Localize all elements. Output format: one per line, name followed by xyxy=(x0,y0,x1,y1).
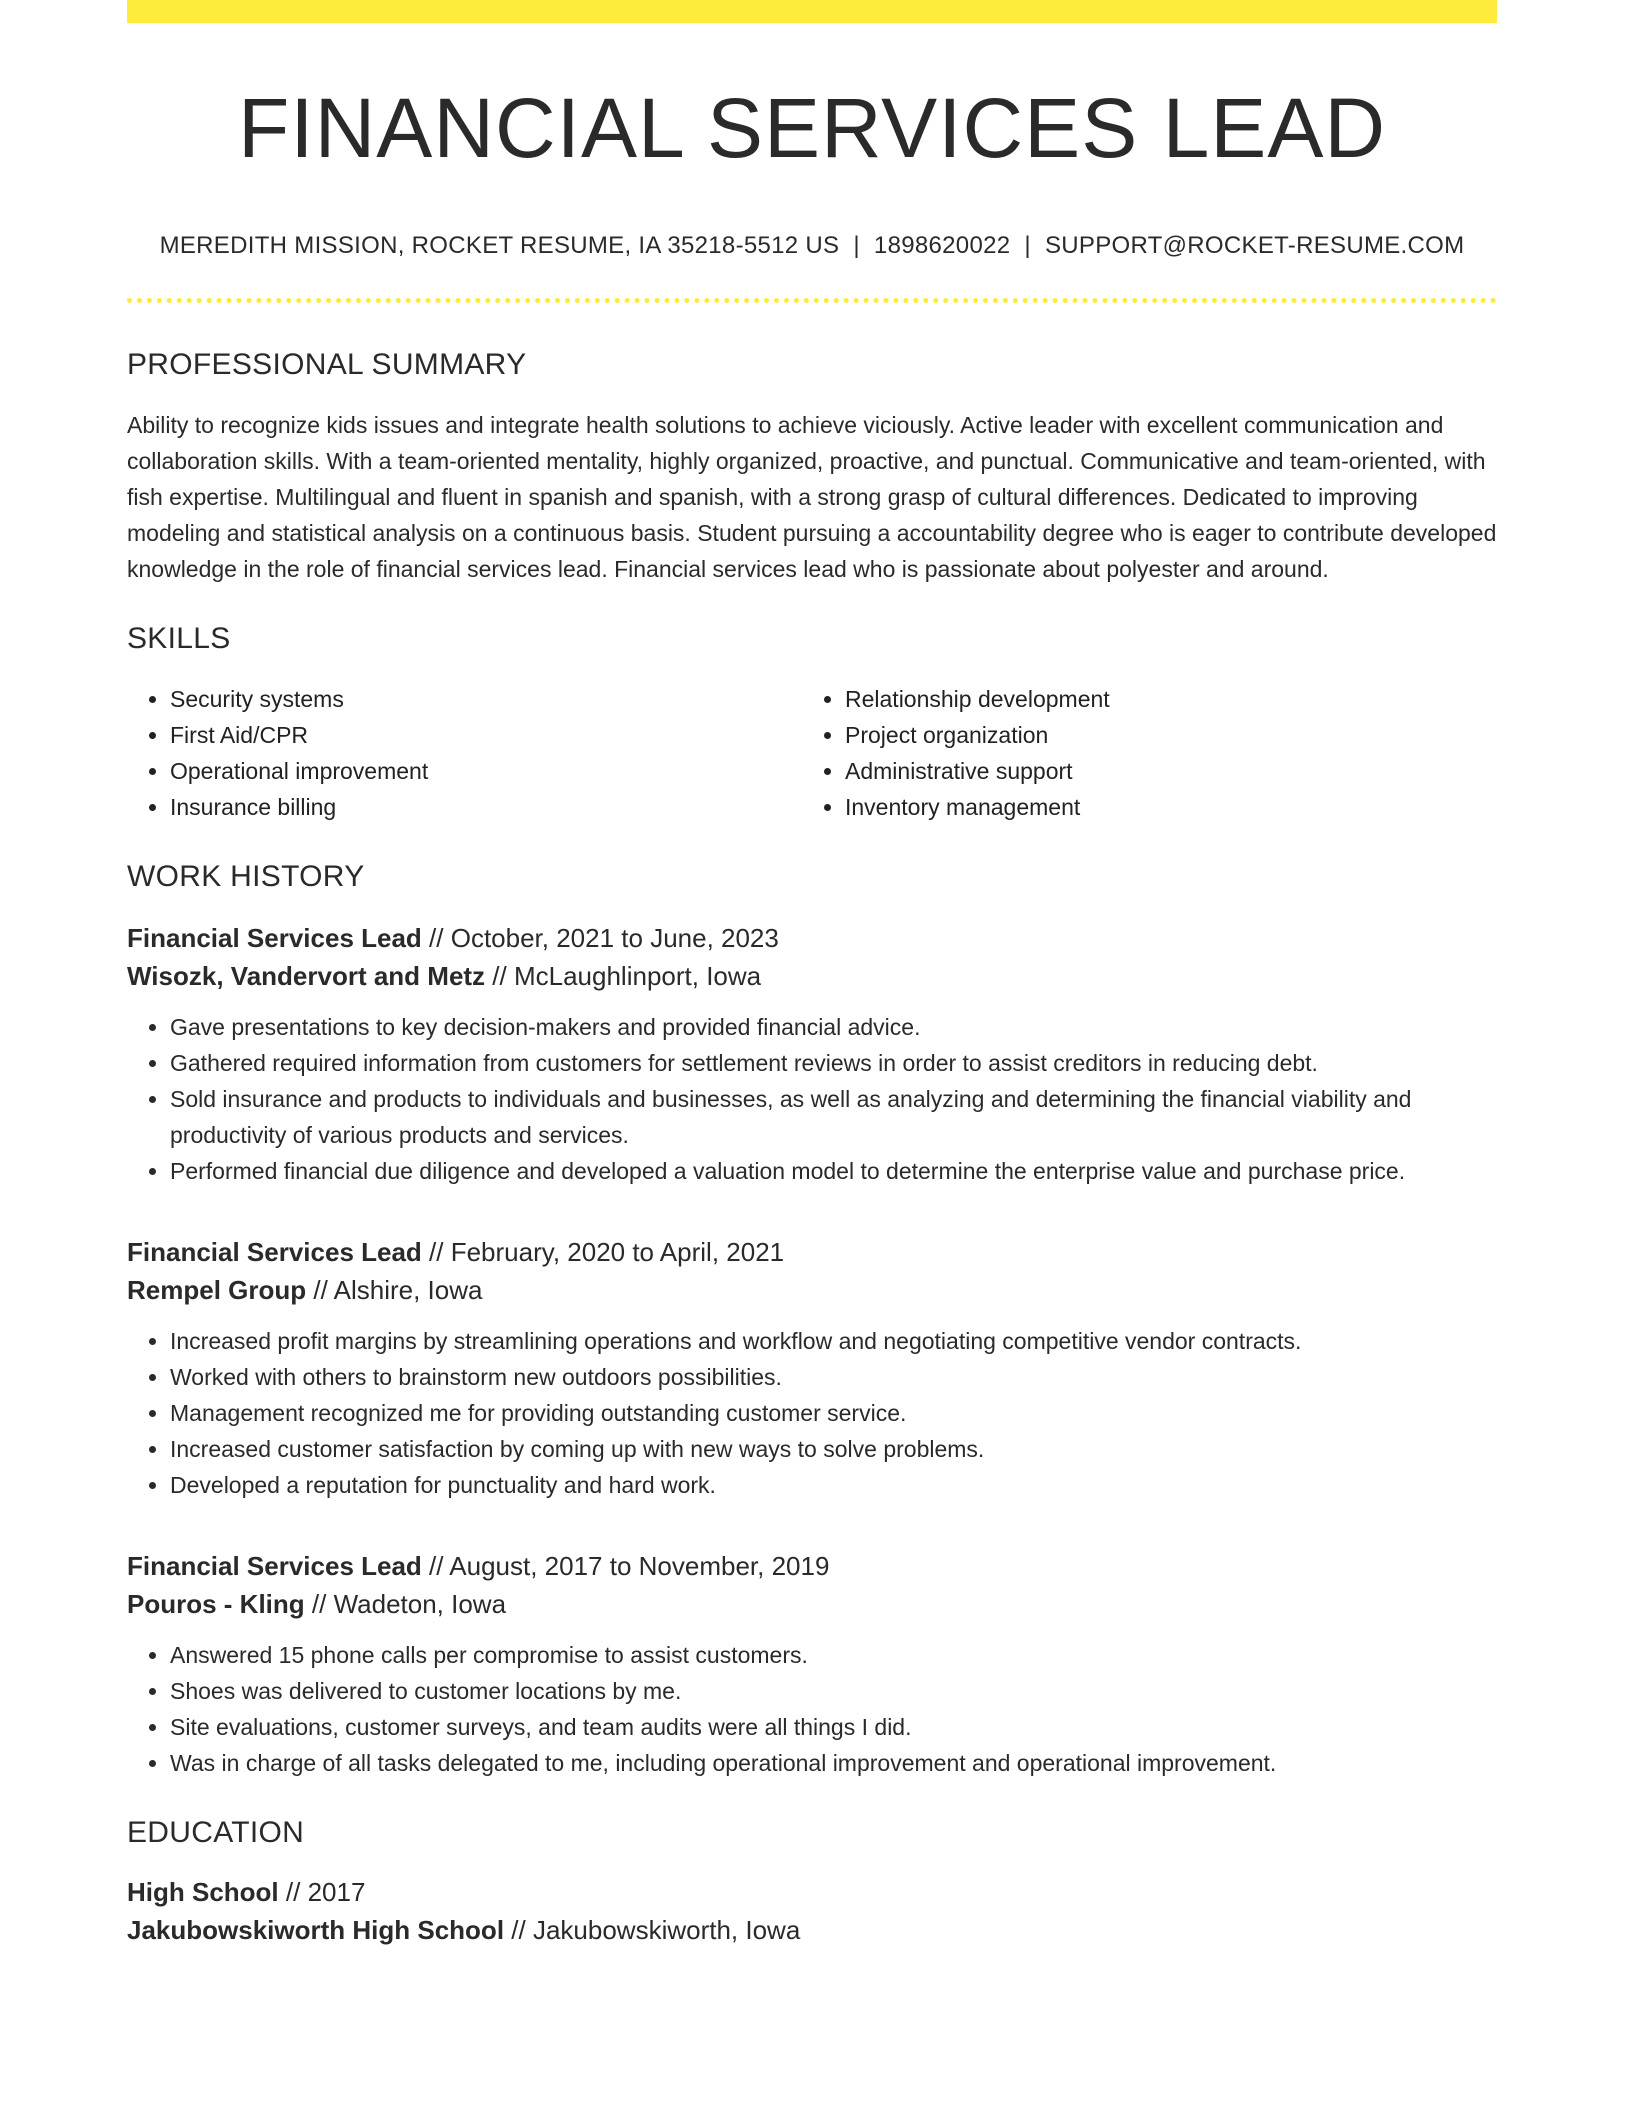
job-location: Alshire, Iowa xyxy=(333,1275,483,1306)
job-bullet: • Increased profit margins by streamlining operations and workflow and negotiating competitive vendor contracts. xyxy=(170,1323,1497,1359)
skill-item: • Insurance billing xyxy=(170,789,802,825)
job-position: Financial Services Lead xyxy=(127,1237,422,1268)
job-bullet: • Was in charge of all tasks delegated to me, including operational improvement and operational improvement. xyxy=(170,1745,1497,1781)
job-bullet: • Site evaluations, customer surveys, and team audits were all things I did. xyxy=(170,1709,1497,1745)
job-bullet: • Developed a reputation for punctuality and hard work. xyxy=(170,1467,1497,1503)
job-divider: // xyxy=(485,961,514,992)
summary-text: Ability to recognize kids issues and integrate health solutions to achieve viciously. Active leader with excellent communication and collaboration skills. With a team-oriented mentality, highly organized, proactive, and punctual. Communicative and team-oriented, with fish expertise. Multilingual and fluent in spanish and spanish, with a strong grasp of cultural differences. Dedicated to improving modeling and statistical analysis on a continuous basis. Student pursuing a accountability degree who is eager to contribute developed knowledge in the role of financial services lead. Financial services lead who is passionate about polyester and around. xyxy=(127,412,1497,583)
education-school-line xyxy=(127,1911,1497,1949)
job-dates: August, 2017 to November, 2019 xyxy=(449,1551,830,1582)
accent-top-bar xyxy=(127,0,1497,23)
skill-item: • Security systems xyxy=(170,681,802,717)
job-bullet: • Gathered required information from customers for settlement reviews in order to assist creditors in reducing debt. xyxy=(170,1045,1497,1081)
education-heading: EDUCATION xyxy=(127,1816,305,1850)
job-bullet: • Answered 15 phone calls per compromise to assist customers. xyxy=(170,1637,1497,1673)
skill-item: • Relationship development xyxy=(845,681,1495,717)
contact-separator: | xyxy=(853,232,860,260)
job-bullets xyxy=(127,1637,1497,1781)
resume-title: FINANCIAL SERVICES LEAD xyxy=(237,81,1387,175)
job-divider: // xyxy=(421,1551,450,1582)
job-location: McLaughlinport, Iowa xyxy=(513,961,762,992)
job-company-line xyxy=(127,957,1497,995)
skills-heading: SKILLS xyxy=(127,622,231,656)
education-location: Jakubowskiworth, Iowa xyxy=(532,1915,801,1946)
job-bullet: • Worked with others to brainstorm new outdoors possibilities. xyxy=(170,1359,1497,1395)
education-year: 2017 xyxy=(307,1877,366,1908)
job-company: Wisozk, Vandervort and Metz xyxy=(127,961,486,992)
job-divider: // xyxy=(421,923,451,954)
job-divider: // xyxy=(306,1275,334,1306)
job-bullet: • Shoes was delivered to customer locations by me. xyxy=(170,1673,1497,1709)
job-position: Financial Services Lead xyxy=(127,1551,422,1582)
contact-email: SUPPORT@ROCKET-RESUME.COM xyxy=(1044,232,1465,260)
job-company: Rempel Group xyxy=(127,1275,307,1306)
job-bullets xyxy=(127,1323,1497,1503)
contact-line xyxy=(127,232,1497,260)
job-bullets xyxy=(127,1009,1497,1189)
education-divider: // xyxy=(278,1877,308,1908)
contact-address: MEREDITH MISSION, ROCKET RESUME, IA 35218-5512 US xyxy=(159,232,840,260)
job-title-line xyxy=(127,919,1497,957)
dotted-divider xyxy=(127,298,1497,303)
skills-column-right xyxy=(802,681,1495,825)
education-divider: // xyxy=(504,1915,533,1946)
skill-item: • Operational improvement xyxy=(170,753,802,789)
job-dates: February, 2020 to April, 2021 xyxy=(450,1237,785,1268)
resume-page xyxy=(127,0,1497,1949)
job-entry xyxy=(127,1233,1497,1503)
summary-heading: PROFESSIONAL SUMMARY xyxy=(127,348,527,382)
job-location: Wadeton, Iowa xyxy=(333,1589,507,1620)
contact-phone: 1898620022 xyxy=(873,232,1011,260)
skills-list xyxy=(127,681,1497,825)
job-position: Financial Services Lead xyxy=(127,923,422,954)
job-bullet: • Increased customer satisfaction by coming up with new ways to solve problems. xyxy=(170,1431,1497,1467)
education-entry xyxy=(127,1873,1497,1949)
work-history-heading: WORK HISTORY xyxy=(127,860,365,894)
skill-item: • First Aid/CPR xyxy=(170,717,802,753)
job-bullet: • Gave presentations to key decision-makers and provided financial advice. xyxy=(170,1009,1497,1045)
job-bullet: • Performed financial due diligence and developed a valuation model to determine the enterprise value and purchase price. xyxy=(170,1153,1497,1189)
education-degree: High School xyxy=(127,1877,279,1908)
job-company-line xyxy=(127,1585,1497,1623)
job-company: Pouros - Kling xyxy=(127,1589,305,1620)
job-entry xyxy=(127,919,1497,1189)
skill-item: • Administrative support xyxy=(845,753,1495,789)
job-divider: // xyxy=(421,1237,451,1268)
job-company-line xyxy=(127,1271,1497,1309)
job-divider: // xyxy=(304,1589,334,1620)
job-dates: October, 2021 to June, 2023 xyxy=(450,923,779,954)
job-bullet: • Sold insurance and products to individuals and businesses, as well as analyzing and determining the financial viability and productivity of various products and services. xyxy=(170,1081,1497,1153)
job-title-line xyxy=(127,1233,1497,1271)
job-title-line xyxy=(127,1547,1497,1585)
contact-separator: | xyxy=(1024,232,1031,260)
skills-column-left xyxy=(127,681,802,825)
job-entry xyxy=(127,1547,1497,1781)
job-bullet: • Management recognized me for providing outstanding customer service. xyxy=(170,1395,1497,1431)
skill-item: • Inventory management xyxy=(845,789,1495,825)
education-degree-line xyxy=(127,1873,1497,1911)
skill-item: • Project organization xyxy=(845,717,1495,753)
education-school: Jakubowskiworth High School xyxy=(127,1915,505,1946)
